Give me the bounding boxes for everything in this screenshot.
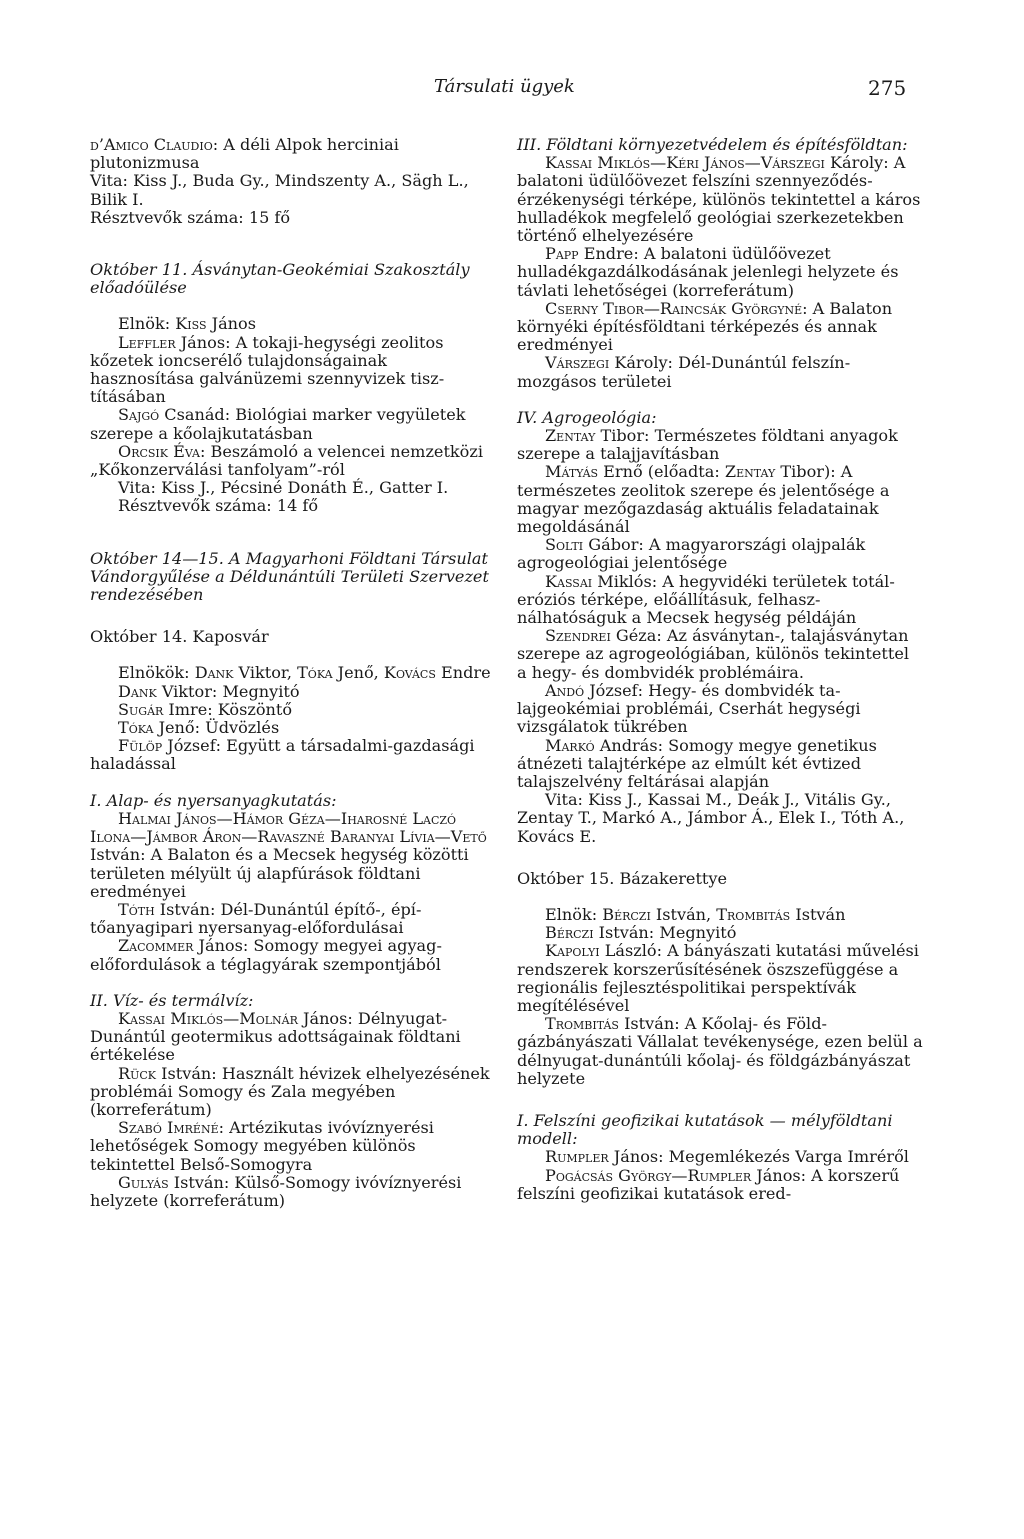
lecture-entry: Kassai Miklós—Kéri János—Várszegi Károly: A balatoni üdülőövezet felszíni szennyeződés-érzékenységi térképe, különös tekintettel a káros hulladékok megfelelő geológiai szerkezetekben történő elhelyezésére [517,153,921,246]
lecture-entry: Rumpler János: Megemlékezés Varga Imréről [545,1147,909,1167]
lecture-entry: Pogácsás György—Rumpler János: A korszerű felszíni geofizikai kutatások ered- [517,1165,900,1203]
subsection-heading: I. Felszíni geofizikai kutatások — mélyföldtani modell: [517,1110,893,1149]
day-heading: Október 14. Kaposvár [90,627,269,647]
author-name: d’Amico Claudio [90,135,213,154]
lecture-entry: Bérczi István: Megnyitó [545,923,737,943]
lecture-entry: Dank Viktor: Megnyitó [118,681,300,701]
lecture-entry: Andó József: Hegy- és dombvidék talajgeokémiai problémái, Cserhát hegységi vizsgálatok tükrében [517,680,861,737]
lecture-entry: Cserny Tibor—Raincsák Györgyné: A Balaton környéki építésföldtani térképezés és annak eredményei [517,298,893,355]
subsection-heading: II. Víz- és termálvíz: [90,990,254,1010]
lecture-entry: Rück István: Használt hévizek elhelyezésének problémái Somogy és Zala megyében (korreferátum) [90,1063,490,1119]
subsection-heading: III. Földtani környezetvédelem és építésföldtan: [517,135,908,154]
participants-count: Résztvevők száma: 14 fő [118,496,319,516]
section-heading: Október 11. Ásványtan-Geokémiai Szakosztály előadóülése [90,260,470,298]
lecture-entry: Tóka Jenő: Üdvözlés [118,718,280,738]
lecture-entry: Zentay Tibor: Természetes földtani anyagok szerepe a talajjavításban [517,426,898,464]
lecture-entry: Fülöp József: Együtt a társadalmi-gazdasági haladással [90,736,475,774]
lecture-entry: Papp Endre: A balatoni üdülőövezet hulladékgazdálkodásának jelenlegi helyzete és távlati lehetőségei (korreferátum) [517,244,899,300]
lecture-entry: Szabó Imréné: Artézikutas ivóvíznyerési lehetőségek Somogy megyében különös tekintettel Belső-Somogyra [90,1118,434,1174]
subsection-heading: I. Alap- és nyersanyagkutatás: [90,790,337,810]
lecture-entry: Markó András: Somogy megye genetikus átnézeti talajtérképe az elmúlt két évtized talajszelvény feltárásai alapján [517,735,877,791]
lecture-entry: Gulyás István: Külső-Somogy ivóvíznyerési helyzete (korreferátum) [90,1172,462,1210]
discussion-line: Vita: Kiss J., Pécsiné Donáth É., Gatter I. [118,478,449,498]
lecture-entry: Sugár Imre: Köszöntő [118,699,293,719]
lecture-entry: Solti Gábor: A magyarországi olajpalák agrogeológiai jelentősége [517,535,866,573]
chairs-line: Elnök: Bérczi István, Trombitás István [545,904,846,924]
left-column [90,136,496,1210]
lecture-entry: Leffler János: A tokaji-hegységi zeolitos kőzetek ioncserélő tulajdonságainak hasznosítása galvánüzemi szennyvizek tisztításában [90,332,445,407]
lecture-entry: Kassai Miklós—Molnár János: Délnyugat-Dunántúl geotermikus adottságainak földtani értékelése [90,1008,461,1065]
page-header [0,72,1024,112]
day-heading: Október 15. Bázakerettye [517,868,727,888]
lecture-entry: Várszegi Károly: Dél-Dunántúl felszínmozgásos területei [517,353,851,391]
running-title: Társulati ügyek [434,76,575,97]
discussion-line: Vita: Kiss J., Buda Gy., Mindszenty A., Sägh L., Bilik I. [90,171,469,209]
lecture-entry [90,136,496,172]
lecture-entry: Tóth István: Dél-Dunántúl építő-, építőanyagipari nyersanyag-előfordulásai [90,899,422,938]
lecture-entry: Orcsik Éva: Beszámoló a velencei nemzetközi „Kőkonzerválási tanfolyam”-ról [90,441,483,480]
lecture-entry: Sajgó Csanád: Biológiai marker vegyületek szerepe a kőolajkutatásban [90,405,466,443]
chair-line: Elnök: Kiss János [118,314,256,334]
page-number: 275 [868,76,907,100]
lecture-entry: Halmai János—Hámor Géza—Iharosné Laczó Ilona—Jámbor Áron—Ravaszné Baranyai Lívia—Vető István: A Balaton és a Mecsek hegység közötti területen mélyült új alapfúrások földtani eredményei [90,808,487,901]
lecture-entry: Zacommer János: Somogy megyei agyagelőfordulások a téglagyárak szempontjából [90,936,442,974]
lecture-entry: Kapolyi László: A bányászati kutatási művelési rendszerek korszerűsítésének öszszefüggése a regionális fejlesztéspolitikai perspektívák megítélésével [517,941,919,1015]
subsection-heading: IV. Agrogeológia: [517,407,657,427]
lecture-entry: Szendrei Géza: Az ásványtan-, talajásványtan szerepe az agrogeológiában, különös tekintettel a hegy- és dombvidék problémáira. [517,626,910,682]
chairs-line: Elnökök: Dank Viktor, Tóka Jenő, Kovács Endre [118,663,491,683]
lecture-entry: Trombitás István: A Kőolaj- és Földgázbányászati Vállalat tevékenysége, ezen belül a délnyugat-dunántúli kőolaj- és földgázbányászat helyzete [517,1014,923,1088]
discussion-line: Vita: Kiss J., Kassai M., Deák J., Vitális Gy., Zentay T., Markó A., Jámbor Á., Elek I., Tóth A., Kovács E. [517,790,905,846]
participants-count: Résztvevők száma: 15 fő [90,207,291,227]
lecture-title: : A déli Alpok herciniai plutonizmusa [90,135,399,173]
right-column [517,136,923,1203]
lecture-entry: Kassai Miklós: A hegyvidéki területek totál-eróziós térképe, előállításuk, felhasználhatóságuk a Mecsek hegység példáján [517,571,895,628]
section-heading: Október 14—15. A Magyarhoni Földtani Társulat Vándorgyűlése a Déldunántúli Területi Szervezet rendezésében [90,548,489,605]
lecture-entry: Mátyás Ernő (előadta: Zentay Tibor): A természetes zeolitok szerepe és jelentősége a magyar mezőgazdaság aktuális feladatainak megoldásánál [517,462,890,537]
